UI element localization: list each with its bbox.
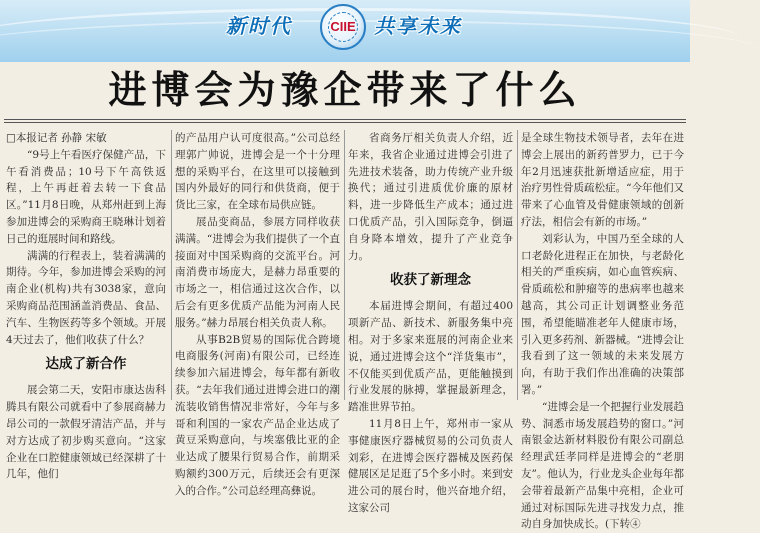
paragraph: 满满的行程表上，装着满满的期待。今年，参加进博会采购的河南企业(机构)共有3038家，意向采购商品范围涵盖消费品、食品、汽车、生物医药等多个领域。开展4天过去了，他们收获了什么？ bbox=[6, 249, 166, 346]
paragraph: 展会第二天，安阳市康达齿科腾具有限公司就看中了参展商赫力昂公司的一款假牙清洁产品，并与对方达成了初步购买意向。“这家企业在口腔健康领域已经深耕了十几年，他们 bbox=[6, 384, 166, 481]
paragraph: “进博会是一个把握行业发展趋势、洞悉市场发展趋势的窗口。”河南银金达新材料股份有限公司副总经理武廷孝同样是进博会的“老朋友”。他认为，行业龙头企业每年都会带着最新产品集中亮相，企业可通过对标国际先进寻找发力点，推动自身加快成长。(下转④ bbox=[521, 400, 684, 531]
paragraph: 省商务厅相关负责人介绍，近年来，我省企业通过进博会引进了先进技术装备，助力传统产业升级换代；通过引进质优价廉的原材料，进一步降低生产成本；通过进口优质产品，引入国际竞争，倒逼自身降本增效，提升了产业竞争力。 bbox=[348, 132, 513, 262]
banner-slogan-right: 共享未来 bbox=[374, 14, 462, 38]
paragraph: 的产品用户认可度很高。”公司总经理郭广帅说，进博会是一个十分理想的采购平台，在这里可以接触到国内外最好的同行和供货商，便于货比三家，在全球布局供应链。 bbox=[175, 132, 340, 212]
paragraph: 是全球生物技术领导者，去年在进博会上展出的新药普罗力，已于今年2月迅速获批新增适应症，用于治疗男性骨质疏松症。“今年他们又带来了心血管及骨健康领域的创新疗法，相信会有新的市场。” bbox=[521, 132, 684, 228]
section-subheading: 收获了新理念 bbox=[390, 272, 471, 289]
column-divider bbox=[344, 130, 345, 400]
headline-rule-top bbox=[4, 119, 686, 120]
paragraph: 从事B2B贸易的国际优合跨境电商服务(河南)有限公司，已经连续参加六届进博会，每年都有新收获。“去年我们通过进博会进口的潮流装收销售情况非常好，今年与多哥和利国的一家农产品企业达成了黄豆采购意向，与埃塞俄比亚的企业达成了腰果行贸易合作，前期采购额约300万元，后续还会有更深入的合作。”公司总经理高彝说。 bbox=[175, 333, 340, 497]
paragraph: 11月8日上午，郑州市一家从事健康医疗器械贸易的公司负责人刘彩，在进博会医疗器械及医药保健展区足足逛了5个多小时。来到安进公司的展台时，他兴奋地介绍，这家公司 bbox=[348, 417, 513, 514]
column-divider bbox=[517, 130, 518, 400]
paragraph: 本届进博会期间，有超过400项新产品、新技术、新服务集中亮相。对于多家来逛展的河南企业来说，通过进博会这个“洋货集市”，不仅能买到优质产品，更能触摸到行业发展的脉搏，掌握最新理念，踏准世界节拍。 bbox=[348, 300, 513, 414]
paragraph: 刘彩认为，中国乃至全球的人口老龄化进程正在加快，与老龄化相关的严重疾病，如心血管疾病、骨质疏松和肿瘤等的患病率也越来越高，其公司正计划调整业务范围，希望能瞄准老年人健康市场，引入更多药剂、新器械。“进博会让我看到了这一领域的未来发展方向，有助于我们作出准确的决策部署。” bbox=[521, 232, 684, 396]
article-column-4 bbox=[521, 130, 684, 531]
article-column-1 bbox=[6, 130, 166, 481]
banner-slogan-left: 新时代 bbox=[226, 14, 292, 38]
ciie-logo bbox=[320, 4, 366, 50]
paragraph: “9号上午看医疗保健产品，下午看消费品；10号下午高铁返程，上午再赶着去转一下食品区。”11月8日晚，从郑州赶到上海参加进博会的采购商王晓琳计划着日己的逛展时间和路线。 bbox=[6, 148, 166, 245]
article-headline: 进博会为豫企带来了什么 bbox=[108, 67, 582, 112]
article-column-3 bbox=[348, 130, 513, 514]
column-divider bbox=[171, 130, 172, 400]
ciie-logo-text: CIIE bbox=[330, 19, 356, 34]
reporter-byline: □本报记者 孙静 宋敏 bbox=[6, 132, 107, 144]
header-banner bbox=[0, 0, 690, 62]
article-column-2 bbox=[175, 130, 340, 497]
paragraph: 展品变商品，参展方同样收获满满。“进博会为我们提供了一个直接面对中国采购商的交流平台。河南消费市场庞大，是赫力昂重要的市场之一，相信通过这次合作，以后会有更多优质产品能为河南人民服务。”赫力昂展台相关负责人称。 bbox=[175, 215, 340, 329]
headline-rule-bottom bbox=[4, 122, 686, 123]
section-subheading: 达成了新合作 bbox=[45, 356, 127, 373]
